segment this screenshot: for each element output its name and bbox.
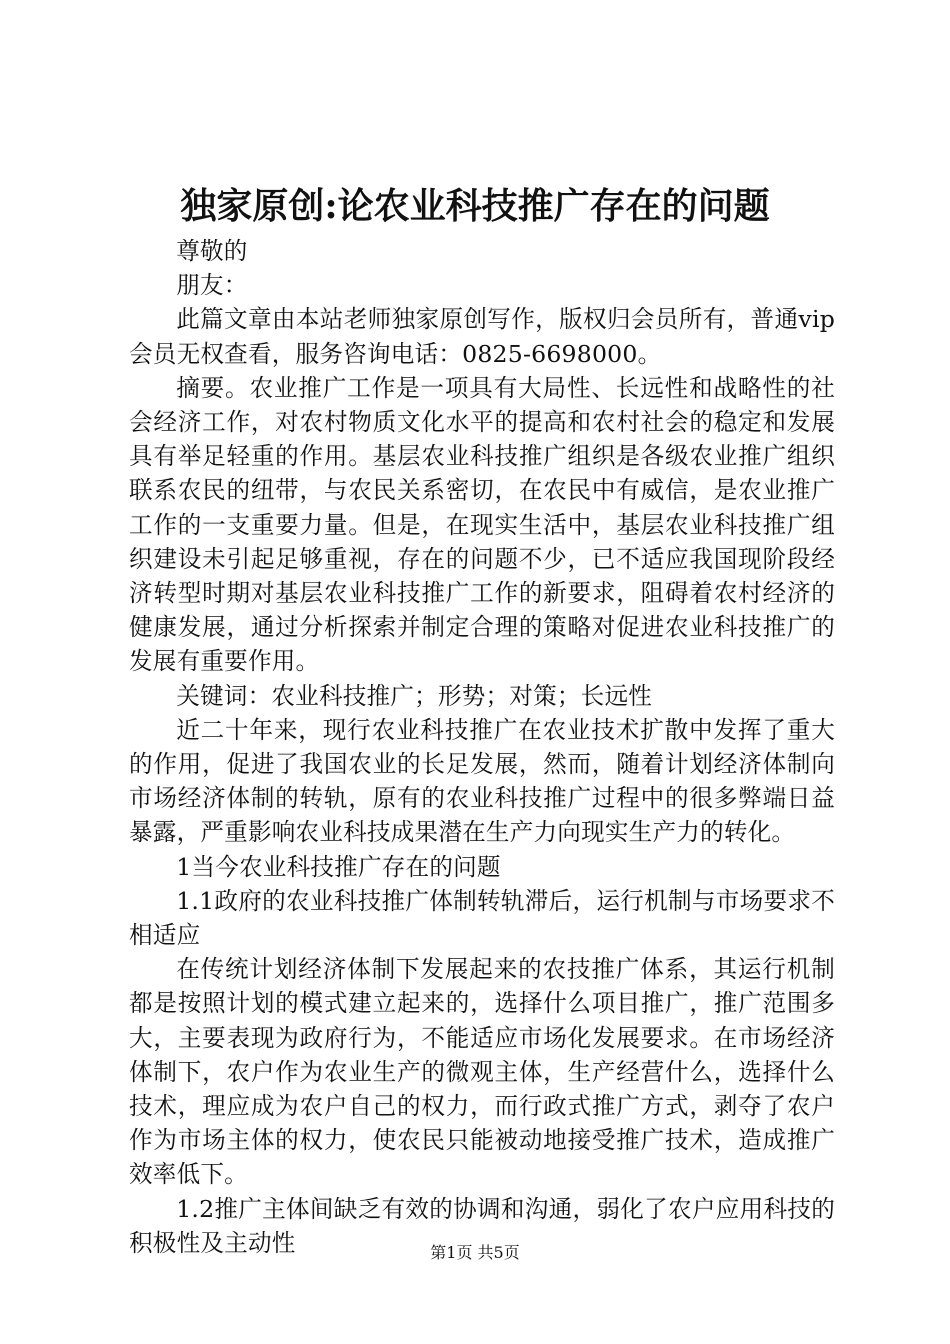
document-title: 独家原创:论农业科技推广存在的问题 — [180, 185, 770, 227]
document-body — [129, 234, 835, 1260]
section-heading-1: 1当今农业科技推广存在的问题 — [176, 852, 501, 881]
keywords-line: 关键词：农业科技推广；形势；对策；长远性 — [176, 681, 653, 710]
subsection-heading-1-2: 1.2推广主体间缺乏有效的协调和沟通，弱化了农户应用科技的积极性及主动性 — [129, 1194, 835, 1257]
salutation-line-1: 尊敬的 — [176, 237, 248, 265]
body-paragraph: 在传统计划经济体制下发展起来的农技推广体系，其运行机制都是按照计划的模式建立起来的，选择什么项目推广，推广范围多大，主要表现为政府行为，不能适应市场化发展要求。在市场经济体制下，农户作为农业生产的微观主体，生产经营什么，选择什么技术，理应成为农户自己的权力，而行政式推广方式，剥夺了农户作为市场主体的权力，使农民只能被动地接受推广技术，造成推广效率低下。 — [129, 955, 835, 1189]
abstract-paragraph: 摘要。农业推广工作是一项具有大局性、长远性和战略性的社会经济工作，对农村物质文化水平的提高和农村社会的稳定和发展具有举足轻重的作用。基层农业科技推广组织是各级农业推广组织联系农民的纽带，与农民关系密切，在农民中有威信，是农业推广工作的一支重要力量。但是，在现实生活中，基层农业科技推广组织建设未引起足够重视，存在的问题不少，已不适应我国现阶段经济转型时期对基层农业科技推广工作的新要求，阻碍着农村经济的健康发展，通过分析探索并制定合理的策略对促进农业科技推广的发展有重要作用。 — [129, 373, 835, 676]
copyright-notice: 此篇文章由本站老师独家原创写作，版权归会员所有，普通vip会员无权查看，服务咨询电话：0825-6698000。 — [129, 305, 835, 368]
subsection-heading-1-1: 1.1政府的农业科技推广体制转轨滞后，运行机制与市场要求不相适应 — [129, 886, 835, 950]
intro-paragraph: 近二十年来，现行农业科技推广在农业技术扩散中发挥了重大的作用，促进了我国农业的长足发展，然而，随着计划经济体制向市场经济体制的转轨，原有的农业科技推广过程中的很多弊端日益暴露，严重影响农业科技成果潜在生产力向现实生产力的转化。 — [129, 715, 835, 847]
page-footer: 第1页 共5页 — [430, 1243, 520, 1262]
salutation-line-2: 朋友： — [176, 271, 248, 300]
